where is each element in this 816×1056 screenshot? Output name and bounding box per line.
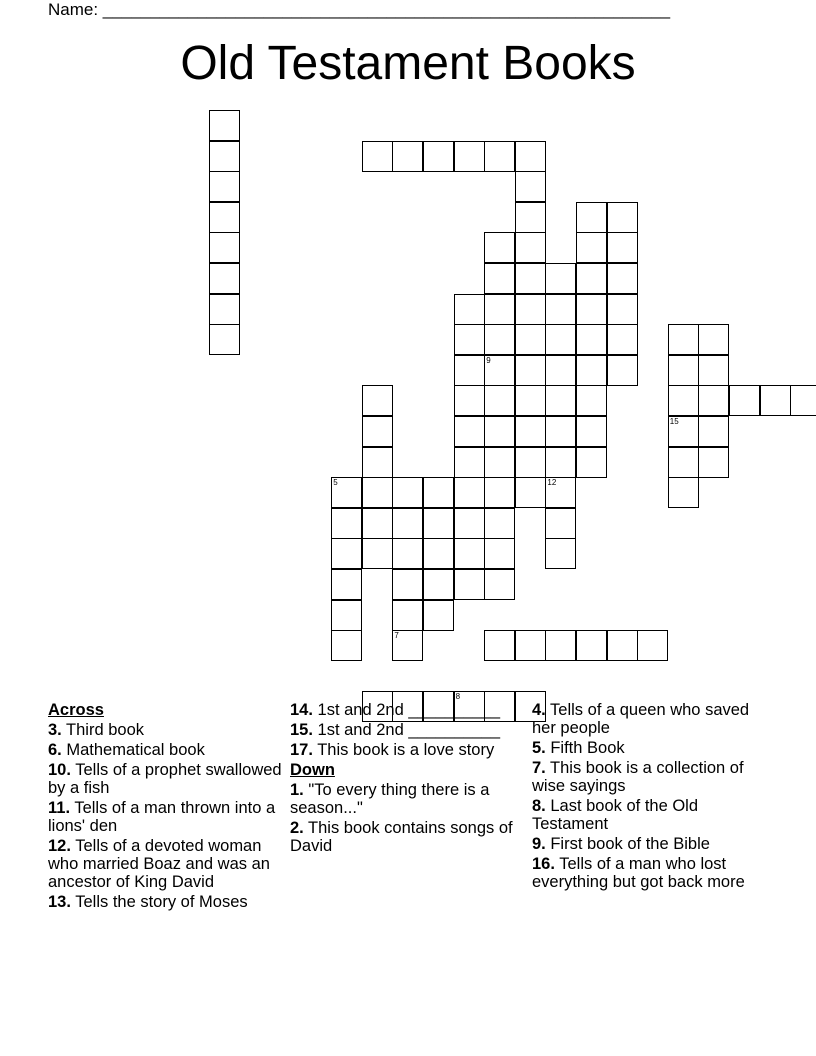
crossword-cell[interactable] [484,416,515,447]
crossword-cell[interactable] [423,538,454,569]
clue-text: Last book of the Old Testament [532,797,699,833]
clue-text: This book is a love story [312,741,495,759]
clue-text: Fifth Book [545,739,625,757]
down-clue-7 [532,759,770,795]
crossword-cell[interactable] [515,477,546,508]
clue-text: This book is a collection of wise sayings [532,759,744,795]
crossword-cell[interactable] [576,355,607,386]
crossword-cell[interactable] [668,355,699,386]
clue-number: 5. [532,739,546,757]
crossword-cell[interactable] [454,416,485,447]
crossword-cell[interactable] [362,538,393,569]
crossword-cell[interactable] [760,385,791,416]
down-heading: Down [290,761,335,779]
crossword-cell[interactable] [515,630,546,661]
crossword-cell[interactable] [607,263,638,294]
crossword-cell[interactable] [484,569,515,600]
crossword-cell[interactable] [392,141,423,172]
crossword-cell[interactable] [484,294,515,325]
crossword-cell[interactable] [515,263,546,294]
clue-number: 14. [290,701,313,719]
crossword-cell[interactable] [209,294,240,325]
clue-number: 2. [290,819,304,837]
clue-text: Tells of a prophet swallowed by a fish [48,761,282,797]
crossword-cell[interactable] [698,385,729,416]
crossword-cell[interactable] [454,355,485,386]
crossword-cell[interactable] [423,600,454,631]
crossword-cell[interactable] [454,477,485,508]
crossword-cell[interactable] [209,141,240,172]
crossword-cell[interactable] [484,324,515,355]
clue-text: First book of the Bible [545,835,710,853]
crossword-cell[interactable] [729,385,760,416]
crossword-cell[interactable] [545,477,576,508]
clue-number-label: 7 [394,631,399,641]
clue-text: This book contains songs of David [290,819,513,855]
clue-number-label: 15 [669,417,679,426]
crossword-cell[interactable] [454,538,485,569]
clue-text: Tells of a man thrown into a lions' den [48,799,276,835]
across-clue-10 [48,761,286,797]
crossword-cell[interactable] [484,263,515,294]
crossword-cell[interactable] [607,294,638,325]
crossword-cell[interactable] [209,232,240,263]
crossword-cell[interactable] [515,324,546,355]
clue-number: 15. [290,721,313,739]
name-line[interactable]: Name: ____________________________________________________________ [48,0,671,19]
crossword-cell[interactable] [362,141,393,172]
crossword-cell[interactable] [515,294,546,325]
crossword-cell[interactable] [698,447,729,478]
clue-text: Tells of a man who lost everything but got back more [532,855,745,891]
crossword-cell[interactable] [454,294,485,325]
down-clue-8 [532,797,770,833]
crossword-cell[interactable] [484,508,515,539]
crossword-cell[interactable] [331,630,362,661]
clue-number: 10. [48,761,71,779]
crossword-cell[interactable] [668,477,699,508]
across-clue-17 [290,741,528,759]
clue-column-1 [48,701,286,913]
crossword-cell[interactable] [545,416,576,447]
clue-number-label: 12 [547,478,557,488]
across-clue-3 [48,721,286,739]
clue-column-3 [532,701,770,893]
crossword-cell[interactable] [515,447,546,478]
clue-number: 1. [290,781,304,799]
crossword-cell[interactable] [331,477,362,508]
clue-number: 13. [48,893,71,911]
crossword-cell[interactable] [484,232,515,263]
down-clue-2 [290,819,528,855]
across-heading: Across [48,701,104,719]
crossword-cell[interactable] [392,477,423,508]
crossword-cell[interactable] [698,355,729,386]
crossword-cell[interactable] [454,324,485,355]
clue-number: 8. [532,797,546,815]
crossword-cell[interactable] [331,600,362,631]
clue-text: Mathematical book [61,741,205,759]
across-clue-12 [48,837,286,891]
crossword-cell[interactable] [668,447,699,478]
crossword-cell[interactable] [362,477,393,508]
crossword-cell[interactable] [515,355,546,386]
crossword-cell[interactable] [515,416,546,447]
crossword-cell[interactable] [362,508,393,539]
crossword-cell[interactable] [668,324,699,355]
crossword-cell[interactable] [576,630,607,661]
crossword-cell[interactable] [576,447,607,478]
crossword-cell[interactable] [515,232,546,263]
crossword-cell[interactable] [545,324,576,355]
page-title: Old Testament Books [180,37,636,90]
crossword-cell[interactable] [515,171,546,202]
crossword-cell[interactable] [454,569,485,600]
crossword-cell[interactable] [607,630,638,661]
crossword-cell[interactable] [331,538,362,569]
clue-number: 16. [532,855,555,873]
crossword-cell[interactable] [392,569,423,600]
crossword-cell[interactable] [209,171,240,202]
clue-number: 11. [48,799,71,817]
crossword-cell[interactable] [392,508,423,539]
down-clue-4 [532,701,770,737]
across-clue-11 [48,799,286,835]
crossword-cell[interactable] [484,630,515,661]
crossword-cell[interactable] [362,416,393,447]
crossword-cell[interactable] [545,263,576,294]
crossword-cell[interactable] [484,355,515,386]
crossword-cell[interactable] [209,324,240,355]
crossword-cell[interactable] [637,630,668,661]
crossword-cell[interactable] [698,416,729,447]
crossword-cell[interactable] [576,294,607,325]
clue-number-label: 8 [455,692,461,702]
across-clue-13 [48,893,286,911]
crossword-cell[interactable] [545,447,576,478]
crossword-cell[interactable] [392,538,423,569]
clue-number-label: 5 [333,478,338,488]
crossword-cell[interactable] [576,202,607,233]
across-clue-14 [290,701,528,719]
crossword-cell[interactable] [362,447,393,478]
crossword-cell[interactable] [484,538,515,569]
down-clue-5 [532,739,770,757]
crossword-cell[interactable] [454,447,485,478]
clue-text: "To every thing there is a season..." [290,781,490,817]
crossword-cell[interactable] [484,141,515,172]
clue-text: Tells the story of Moses [70,893,248,911]
crossword-cell[interactable] [484,447,515,478]
clue-number: 3. [48,721,62,739]
crossword-cell[interactable] [515,141,546,172]
clue-number: 12. [48,837,71,855]
down-clue-16 [532,855,770,891]
crossword-cell[interactable] [515,202,546,233]
crossword-cell[interactable] [607,324,638,355]
crossword-cell[interactable] [484,477,515,508]
crossword-cell[interactable] [576,232,607,263]
crossword-cell[interactable] [545,630,576,661]
crossword-cell[interactable] [392,630,423,661]
crossword-cell[interactable] [454,385,485,416]
across-clue-15 [290,721,528,739]
crossword-cell[interactable] [576,324,607,355]
across-clue-6 [48,741,286,759]
crossword-cell[interactable] [607,232,638,263]
clue-text: Third book [61,721,145,739]
crossword-cell[interactable] [545,355,576,386]
crossword-cell[interactable] [545,294,576,325]
clue-number: 9. [532,835,546,853]
down-clue-1 [290,781,528,817]
crossword-cell[interactable] [576,385,607,416]
crossword-cell[interactable] [392,600,423,631]
clue-number: 4. [532,701,546,719]
clue-number: 7. [532,759,546,777]
crossword-cell[interactable] [331,569,362,600]
crossword-cell[interactable] [698,324,729,355]
crossword-cell[interactable] [576,416,607,447]
crossword-cell[interactable] [209,110,240,141]
crossword-cell[interactable] [607,202,638,233]
clue-number: 17. [290,741,313,759]
crossword-cell[interactable] [515,385,546,416]
crossword-cell[interactable] [331,508,362,539]
crossword-cell[interactable] [668,416,699,447]
crossword-cell[interactable] [423,508,454,539]
crossword-cell[interactable] [668,385,699,416]
clue-number: 6. [48,741,62,759]
clue-column-2 [290,701,528,857]
crossword-cell[interactable] [209,202,240,233]
crossword-cell[interactable] [454,141,485,172]
clue-number-label: 9 [486,355,491,365]
crossword-cell[interactable] [454,508,485,539]
crossword-cell[interactable] [545,538,576,569]
crossword-cell[interactable] [423,477,454,508]
crossword-cell[interactable] [362,385,393,416]
crossword-cell[interactable] [607,355,638,386]
crossword-cell[interactable] [576,263,607,294]
clue-text: Tells of a devoted woman who married Boaz and was an ancestor of King David [48,837,270,891]
crossword-cell[interactable] [790,385,816,416]
clue-text: 1st and 2nd __________ [312,721,501,739]
crossword-cell[interactable] [209,263,240,294]
crossword-cell[interactable] [545,508,576,539]
crossword-cell[interactable] [545,385,576,416]
crossword-cell[interactable] [423,141,454,172]
clue-text: Tells of a queen who saved her people [532,701,750,737]
clue-text: 1st and 2nd __________ [312,701,501,719]
crossword-cell[interactable] [484,385,515,416]
down-clue-9 [532,835,770,853]
crossword-cell[interactable] [423,569,454,600]
